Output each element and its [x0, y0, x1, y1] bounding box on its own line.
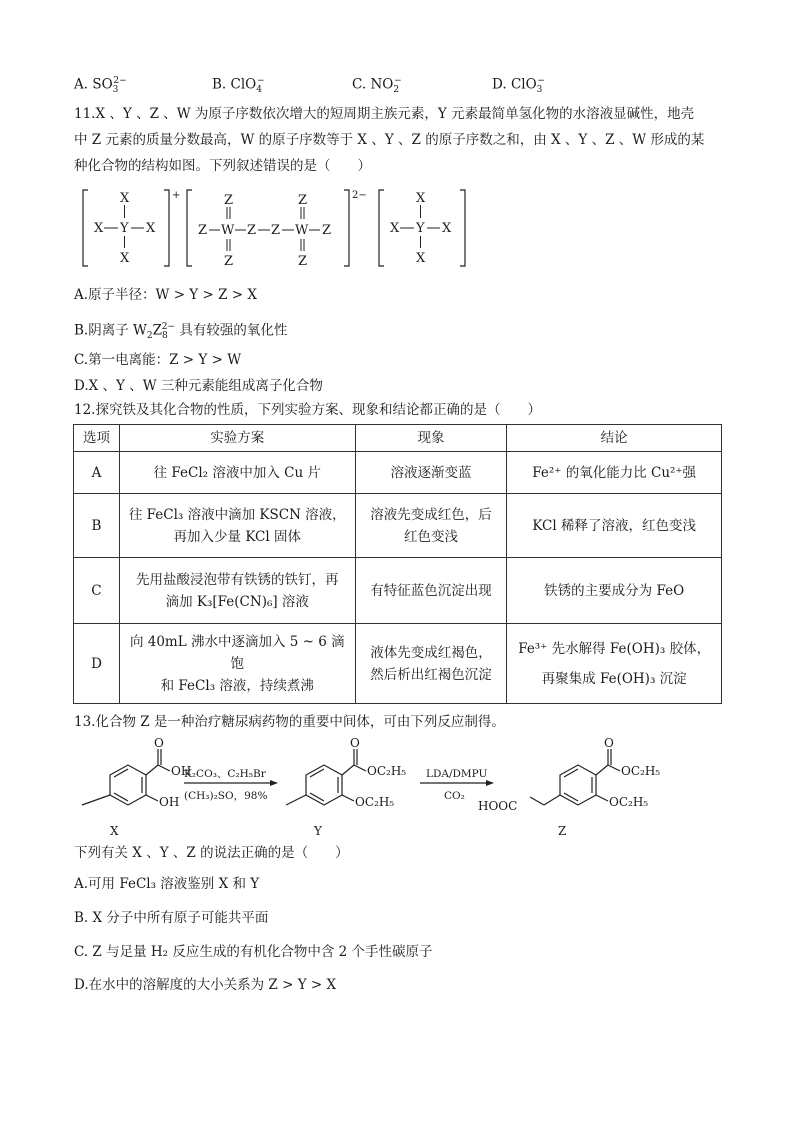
q12-stem: 12.探究铁及其化合物的性质，下列实验方案、现象和结论都正确的是（ ）: [74, 402, 541, 418]
z-ether: OC₂H₅: [609, 795, 649, 809]
anion-z2: Z: [198, 223, 208, 238]
x-phenol-oh: OH: [159, 795, 180, 809]
table-row[interactable]: [74, 624, 722, 704]
row-phenomenon: 溶液逐渐变蓝: [355, 452, 507, 494]
cation2-x-left: X: [390, 221, 400, 236]
cation-x-bottom: X: [120, 251, 130, 266]
header-plan: 实验方案: [119, 425, 355, 452]
reagent2-bottom: CO₂: [444, 790, 465, 802]
anion-w1: W: [221, 223, 235, 238]
q10-option-d[interactable]: D. ClO$_3$−: [492, 76, 545, 96]
row-phenomenon: 液体先变成红褐色， 然后析出红褐色沉淀: [355, 624, 507, 704]
cation2-x-bottom: X: [416, 251, 426, 266]
header-conclusion: 结论: [507, 425, 722, 452]
q12-table: [73, 424, 722, 704]
q11-option-d[interactable]: D.X 、Y 、W 三种元素能组成离子化合物: [74, 378, 323, 394]
z-ester: OC₂H₅: [621, 764, 661, 778]
table-row[interactable]: [74, 494, 722, 558]
anion-w2: W: [295, 223, 309, 238]
cation-x-right: X: [146, 221, 156, 236]
q10-option-c[interactable]: C. $NO_2^-$: [352, 76, 402, 96]
q11-stem-line3: 种化合物的结构如图。下列叙述错误的是（ ）: [74, 158, 371, 174]
row-conclusion: Fe²⁺ 的氧化能力比 Cu²⁺强: [507, 452, 722, 494]
q11-stem-line1: 11.X 、Y 、Z 、W 为原子序数依次增大的短周期主族元素，Y 元素最简单氢化物的水溶液显碱性，地壳: [74, 106, 695, 122]
row-conclusion: 铁锈的主要成分为 FeO: [507, 558, 722, 624]
q10-option-b[interactable]: B. ClO$_4$−: [212, 76, 265, 96]
x-label: X: [110, 824, 119, 835]
x-carbonyl-o: O: [154, 736, 164, 750]
row-option: C: [74, 558, 120, 624]
anion-z8: Z: [298, 254, 308, 269]
row-option: B: [74, 494, 120, 558]
row-conclusion: KCl 稀释了溶液，红色变浅: [507, 494, 722, 558]
q10-options: [74, 70, 674, 96]
q13-option-d[interactable]: D.在水中的溶解度的大小关系为 Z > Y > X: [74, 977, 337, 993]
cation-x-left: X: [94, 221, 104, 236]
cation2-y: Y: [416, 221, 425, 236]
z-hooc: HOOC: [478, 799, 518, 813]
reagent2-top: LDA/DMPU: [426, 768, 488, 780]
cation2-x-top: X: [416, 191, 426, 206]
molecule-y: [286, 749, 366, 805]
anion-z3: Z: [247, 223, 257, 238]
molecule-x: [82, 749, 170, 805]
cation-x-top: X: [120, 191, 130, 206]
q13-option-a[interactable]: A.可用 FeCl₃ 溶液鉴别 X 和 Y: [74, 876, 260, 892]
table-row[interactable]: [74, 452, 722, 494]
q11-option-c[interactable]: C.第一电离能：Z > Y > W: [74, 352, 242, 368]
row-plan: 向 40mL 沸水中逐滴加入 5 ~ 6 滴饱 和 FeCl₃ 溶液，持续煮沸: [119, 624, 355, 704]
header-phenomenon: 现象: [355, 425, 507, 452]
reagent1-top: K₂CO₃、C₂H₅Br: [184, 768, 266, 780]
x-acid-oh: OH: [171, 764, 192, 778]
row-phenomenon: 溶液先变成红色，后 红色变浅: [355, 494, 507, 558]
q11-structure: [80, 186, 480, 270]
cation-charge: +: [172, 190, 181, 201]
cation2-x-right: X: [442, 221, 452, 236]
q13-option-c[interactable]: C. Z 与足量 H₂ 反应生成的有机化合物中含 2 个手性碳原子: [74, 944, 433, 960]
y-ether: OC₂H₅: [355, 795, 395, 809]
molecule-z: [530, 749, 620, 805]
q12-table-header: [74, 425, 722, 452]
q13-stem: 13.化合物 Z 是一种治疗糖尿病药物的重要中间体，可由下列反应制得。: [74, 714, 505, 730]
anion-charge: 2−: [352, 190, 367, 201]
anion-z7: Z: [298, 193, 308, 208]
z-carbonyl-o: O: [604, 736, 614, 750]
row-plan: 往 FeCl₃ 溶液中滴加 KSCN 溶液， 再加入少量 KCl 固体: [119, 494, 355, 558]
reagent1-bottom: (CH₃)₂SO，98%: [184, 790, 268, 802]
q13-option-b[interactable]: B. X 分子中所有原子可能共平面: [74, 910, 269, 926]
z-label: Z: [558, 824, 567, 835]
anion-z1: Z: [224, 193, 234, 208]
q13-ask: 下列有关 X 、Y 、Z 的说法正确的是（ ）: [74, 845, 349, 861]
q11-option-a[interactable]: A.原子半径：W > Y > Z > X: [74, 287, 258, 303]
row-conclusion: Fe³⁺ 先水解得 Fe(OH)₃ 胶体， 再聚集成 Fe(OH)₃ 沉淀: [507, 624, 722, 704]
anion-z6: Z: [224, 254, 234, 269]
table-row[interactable]: [74, 558, 722, 624]
q11-option-b[interactable]: B.阴离子 $W_2Z_8^{2-}$ 具有较强的氧化性: [74, 322, 288, 342]
header-option: 选项: [74, 425, 120, 452]
q13-reaction-scheme: [74, 735, 674, 835]
y-ester: OC₂H₅: [367, 764, 407, 778]
q11-stem-line2: 中 Z 元素的质量分数最高，W 的原子序数等于 X 、Y 、Z 的原子序数之和，由 X 、Y 、Z 、W 形成的某: [74, 132, 705, 148]
anion-z4: Z: [271, 223, 281, 238]
row-phenomenon: 有特征蓝色沉淀出现: [355, 558, 507, 624]
row-plan: 先用盐酸浸泡带有铁锈的铁钉，再 滴加 K₃[Fe(CN)₆] 溶液: [119, 558, 355, 624]
q10-option-a[interactable]: A. $SO_3^{2-}$: [74, 76, 127, 96]
anion-z5: Z: [322, 223, 332, 238]
row-option: A: [74, 452, 120, 494]
row-plan: 往 FeCl₂ 溶液中加入 Cu 片: [119, 452, 355, 494]
y-carbonyl-o: O: [350, 736, 360, 750]
y-label: Y: [314, 824, 322, 835]
row-option: D: [74, 624, 120, 704]
cation-y: Y: [120, 221, 129, 236]
